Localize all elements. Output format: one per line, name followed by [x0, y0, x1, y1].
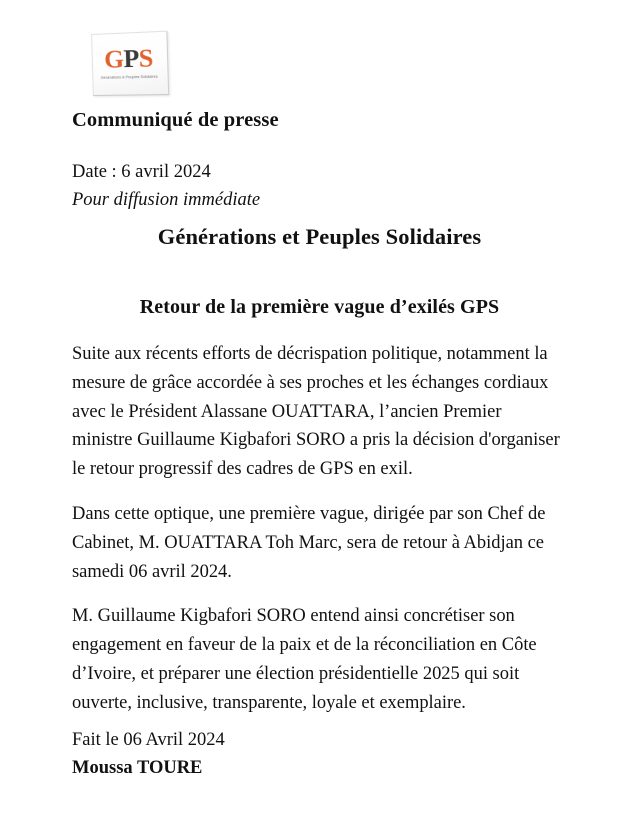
logo-letter-p: P [123, 45, 140, 74]
subject-heading: Retour de la première vague d’exilés GPS [139, 296, 500, 318]
body-text [72, 340, 564, 718]
logo-tagline: Générations & Peuples Solidaires [100, 74, 158, 81]
logo-content [91, 31, 167, 94]
date-block [72, 158, 260, 214]
signature-name: Moussa TOURE [72, 758, 203, 779]
body-paragraph-1: Suite aux récents efforts de décrispation politique, notamment la mesure de grâce accordée à ses proches et les échanges cordiaux avec le Président Alassane OUATTARA, l’ancien Premier ministre Guillaume Kigbafori SORO a pris la décision d'organiser le retour progressif des cadres de GPS en exil. [72, 344, 560, 480]
release-line: Pour diffusion immédiate [72, 190, 261, 211]
organization-title: Générations et Peuples Solidaires [157, 224, 482, 249]
logo-letter-s: S [138, 45, 154, 74]
signature-block [72, 726, 225, 782]
document-title: Communiqué de presse [72, 109, 279, 131]
body-paragraph-3: M. Guillaume Kigbafori SORO entend ainsi concrétiser son engagement en faveur de la paix et de la réconciliation en Côte d’Ivoire, et préparer une élection présidentielle 2025 qui soit ouverte, inclusive, transparente, loyale et exemplaire. [72, 606, 537, 713]
date-line: Date : 6 avril 2024 [72, 162, 211, 182]
body-paragraph-2: Dans cette optique, une première vague, dirigée par son Chef de Cabinet, M. OUATTARA Toh Marc, sera de retour à Abidjan ce samedi 06 avril 2024. [72, 503, 546, 582]
signature-place-date: Fait le 06 Avril 2024 [72, 730, 225, 750]
logo-wordmark [104, 46, 153, 73]
logo-letter-g: G [103, 46, 124, 75]
gps-logo [92, 34, 168, 100]
